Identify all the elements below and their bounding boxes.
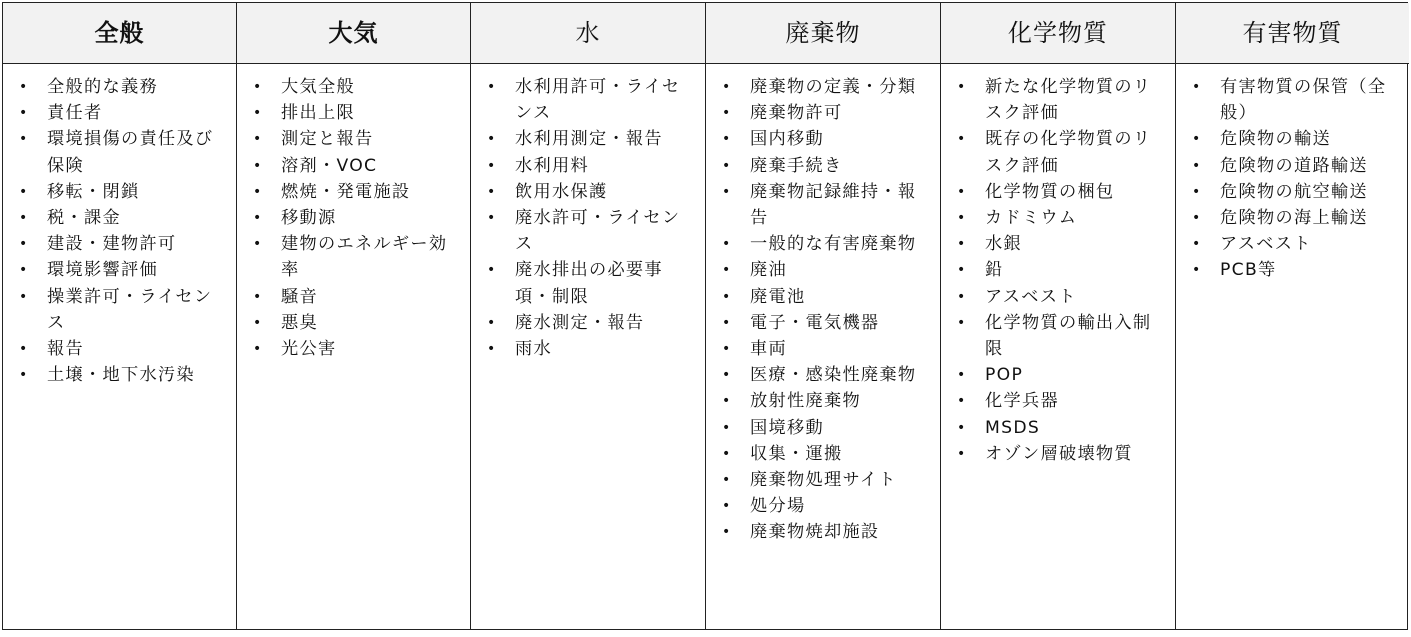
list-item: • 廃油 <box>720 257 932 283</box>
water-list <box>485 74 697 362</box>
list-item: • 建設・建物許可 <box>17 231 228 257</box>
list-item: • 報告 <box>17 336 228 362</box>
list-item: • 廃棄物焼却施設 <box>720 519 932 545</box>
list-item: • 移動源 <box>251 205 462 231</box>
list-item: • POP <box>955 362 1167 388</box>
list-item: • 操業許可・ライセンス <box>17 284 228 336</box>
list-item: • 危険物の輸送 <box>1190 126 1401 152</box>
list-item: • 廃棄物記録維持・報告 <box>720 179 932 231</box>
list-item: • 化学兵器 <box>955 388 1167 414</box>
list-item: • 廃水排出の必要事項・制限 <box>485 257 697 309</box>
header-general: 全般 <box>3 3 237 64</box>
header-waste: 廃棄物 <box>706 3 941 64</box>
column-water <box>471 64 706 629</box>
list-item: • 測定と報告 <box>251 126 462 152</box>
list-item: • MSDS <box>955 415 1167 441</box>
list-item: • 建物のエネルギー効率 <box>251 231 462 283</box>
list-item: • 廃電池 <box>720 284 932 310</box>
general-list <box>17 74 228 388</box>
list-item: • 鉛 <box>955 257 1167 283</box>
header-chemicals: 化学物質 <box>941 3 1176 64</box>
list-item: • アスベスト <box>955 284 1167 310</box>
column-waste <box>706 64 941 629</box>
list-item: • 処分場 <box>720 493 932 519</box>
list-item: • 収集・運搬 <box>720 441 932 467</box>
list-item: • 全般的な義務 <box>17 74 228 100</box>
list-item: • 医療・感染性廃棄物 <box>720 362 932 388</box>
list-item: • 既存の化学物質のリスク評価 <box>955 126 1167 178</box>
chemicals-list <box>955 74 1167 467</box>
list-item: • 水利用測定・報告 <box>485 126 697 152</box>
list-item: • 移転・閉鎖 <box>17 179 228 205</box>
list-item: • 放射性廃棄物 <box>720 388 932 414</box>
list-item: • 雨水 <box>485 336 697 362</box>
list-item: • 大気全般 <box>251 74 462 100</box>
list-item: • 車両 <box>720 336 932 362</box>
list-item: • 化学物質の輸出入制限 <box>955 310 1167 362</box>
list-item: • 環境影響評価 <box>17 257 228 283</box>
list-item: • 廃棄手続き <box>720 153 932 179</box>
list-item: • 飲用水保護 <box>485 179 697 205</box>
list-item: • 光公害 <box>251 336 462 362</box>
list-item: • オゾン層破壊物質 <box>955 441 1167 467</box>
list-item: • 化学物質の梱包 <box>955 179 1167 205</box>
column-general <box>3 64 237 629</box>
list-item: • 溶剤・VOC <box>251 153 462 179</box>
list-item: • 環境損傷の責任及び保険 <box>17 126 228 178</box>
list-item: • 国境移動 <box>720 415 932 441</box>
header-air: 大気 <box>237 3 471 64</box>
list-item: • 土壌・地下水汚染 <box>17 362 228 388</box>
list-item: • 水利用許可・ライセンス <box>485 74 697 126</box>
list-item: • 廃水測定・報告 <box>485 310 697 336</box>
header-hazardous: 有害物質 <box>1176 3 1409 64</box>
list-item: • 水銀 <box>955 231 1167 257</box>
list-item: • 新たな化学物質のリスク評価 <box>955 74 1167 126</box>
list-item: • 廃水許可・ライセンス <box>485 205 697 257</box>
list-item: • 排出上限 <box>251 100 462 126</box>
list-item: • 危険物の航空輸送 <box>1190 179 1401 205</box>
header-water: 水 <box>471 3 706 64</box>
list-item: • 水利用料 <box>485 153 697 179</box>
list-item: • カドミウム <box>955 205 1167 231</box>
list-item: • 危険物の海上輸送 <box>1190 205 1401 231</box>
list-item: • 廃棄物の定義・分類 <box>720 74 932 100</box>
list-item: • 一般的な有害廃棄物 <box>720 231 932 257</box>
list-item: • PCB等 <box>1190 257 1401 283</box>
list-item: • 責任者 <box>17 100 228 126</box>
list-item: • 廃棄物処理サイト <box>720 467 932 493</box>
regulation-table <box>2 2 1408 630</box>
list-item: • 電子・電気機器 <box>720 310 932 336</box>
hazardous-list <box>1190 74 1401 284</box>
list-item: • 騒音 <box>251 284 462 310</box>
list-item: • 燃焼・発電施設 <box>251 179 462 205</box>
list-item: • アスベスト <box>1190 231 1401 257</box>
column-hazardous <box>1176 64 1409 629</box>
list-item: • 国内移動 <box>720 126 932 152</box>
air-list <box>251 74 462 362</box>
list-item: • 税・課金 <box>17 205 228 231</box>
column-air <box>237 64 471 629</box>
list-item: • 悪臭 <box>251 310 462 336</box>
column-chemicals <box>941 64 1176 629</box>
list-item: • 有害物質の保管（全般） <box>1190 74 1401 126</box>
list-item: • 廃棄物許可 <box>720 100 932 126</box>
list-item: • 危険物の道路輸送 <box>1190 153 1401 179</box>
waste-list <box>720 74 932 546</box>
